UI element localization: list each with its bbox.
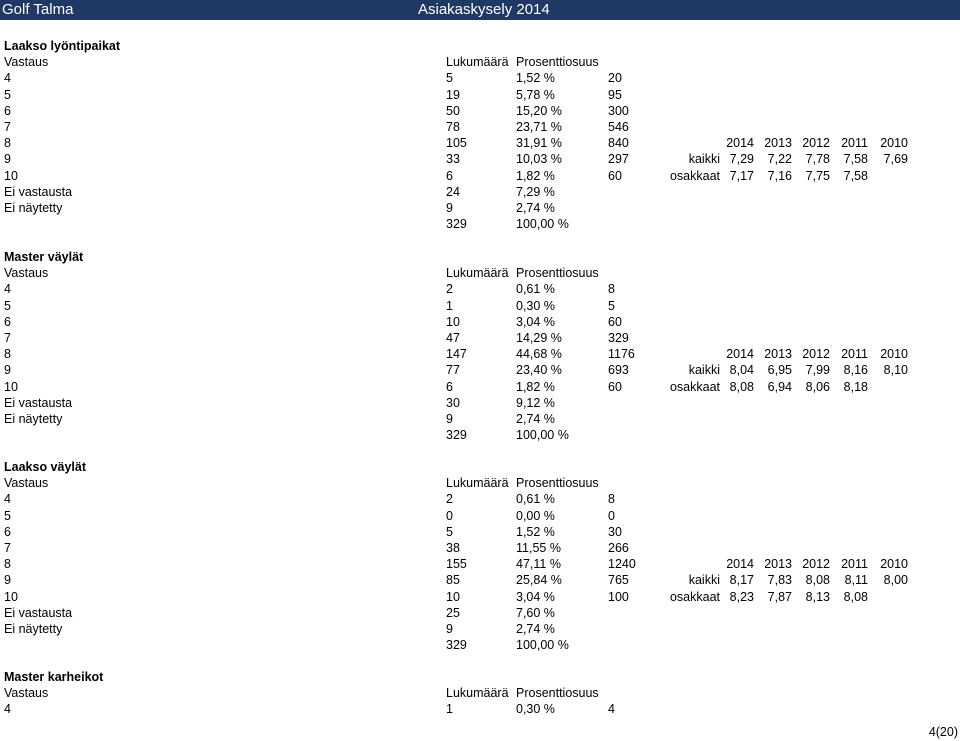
row-weighted: 765: [608, 573, 629, 588]
row-percent: 47,11 %: [516, 557, 561, 572]
avg-value-kaikki: 7,58: [843, 152, 868, 167]
page-number: 4(20): [928, 725, 958, 739]
row-percent: 44,68 %: [516, 347, 562, 362]
section-title: Laakso lyöntipaikat: [4, 39, 121, 53]
col-header-vastaus: Vastaus: [4, 55, 49, 70]
row-percent: 3,04 %: [516, 314, 555, 329]
row-count: 10: [446, 589, 460, 604]
row-count: 77: [446, 363, 460, 378]
row-answer: 8: [4, 347, 11, 362]
row-count: 5: [446, 71, 453, 86]
year-header: 2012: [802, 557, 830, 572]
row-answer: Ei näytetty: [4, 412, 63, 426]
row-percent: 100,00 %: [516, 638, 569, 653]
row-answer: 9: [4, 152, 11, 167]
col-header-prosenttiosuus: Prosenttiosuus: [516, 686, 599, 701]
year-header: 2011: [841, 347, 868, 362]
row-weighted: 60: [608, 168, 622, 183]
avg-value-kaikki: 7,83: [767, 573, 792, 588]
row-weighted: 95: [608, 87, 622, 102]
row-weighted: 30: [608, 524, 622, 539]
avg-value-kaikki: 7,78: [805, 152, 830, 167]
row-percent: 23,71 %: [516, 120, 562, 134]
row-weighted: 300: [608, 103, 629, 118]
row-answer: 9: [4, 363, 11, 378]
row-percent: 25,84 %: [516, 573, 562, 588]
row-count: 78: [446, 120, 460, 134]
avg-value-kaikki: 8,04: [729, 363, 754, 378]
row-count: 329: [446, 217, 467, 232]
row-count: 155: [446, 557, 467, 572]
section-title: Laakso väylät: [4, 460, 86, 474]
row-count: 147: [446, 347, 467, 362]
year-header: 2012: [802, 136, 830, 151]
avg-value-kaikki: 7,29: [729, 152, 754, 167]
avg-value-kaikki: 8,16: [843, 363, 868, 378]
row-weighted: 8: [608, 282, 615, 297]
year-header: 2010: [880, 347, 908, 362]
avg-value-osakkaat: 8,18: [843, 379, 868, 394]
row-count: 38: [446, 541, 460, 555]
row-weighted: 8: [608, 492, 615, 507]
row-percent: 7,29 %: [516, 184, 555, 199]
row-answer: 10: [4, 168, 18, 183]
row-percent: 0,00 %: [516, 508, 555, 523]
avg-label-kaikki: kaikki: [688, 363, 720, 378]
row-count: 30: [446, 395, 460, 410]
row-percent: 0,61 %: [516, 492, 555, 507]
row-answer: 10: [4, 589, 18, 604]
row-answer: 10: [4, 379, 18, 394]
row-weighted: 1240: [608, 557, 636, 572]
row-percent: 9,12 %: [516, 395, 555, 410]
row-answer: 8: [4, 136, 11, 151]
header-club-name: Golf Talma: [2, 1, 74, 18]
row-percent: 23,40 %: [516, 363, 562, 378]
row-answer: 7: [4, 541, 11, 555]
row-count: 24: [446, 184, 460, 199]
row-count: 2: [446, 492, 453, 507]
col-header-lukumaara: Lukumäärä: [446, 55, 509, 70]
row-percent: 100,00 %: [516, 217, 569, 232]
row-count: 0: [446, 508, 453, 523]
row-percent: 14,29 %: [516, 331, 562, 345]
section-title: Master karheikot: [4, 670, 104, 684]
avg-label-kaikki: kaikki: [688, 573, 720, 588]
col-header-prosenttiosuus: Prosenttiosuus: [516, 266, 599, 281]
row-percent: 2,74 %: [516, 201, 555, 215]
avg-value-kaikki: 8,10: [883, 363, 908, 378]
avg-value-osakkaat: 8,06: [805, 379, 830, 394]
row-answer: 7: [4, 331, 11, 345]
row-answer: 5: [4, 508, 11, 523]
avg-value-osakkaat: 7,58: [843, 168, 868, 183]
row-percent: 5,78 %: [516, 87, 555, 102]
avg-value-osakkaat: 7,75: [805, 168, 830, 183]
row-weighted: 266: [608, 541, 629, 555]
year-header: 2014: [726, 136, 754, 151]
row-percent: 3,04 %: [516, 589, 555, 604]
row-percent: 2,74 %: [516, 412, 555, 426]
row-count: 10: [446, 314, 460, 329]
year-header: 2010: [880, 136, 908, 151]
row-answer: 9: [4, 573, 11, 588]
row-count: 105: [446, 136, 467, 151]
col-header-lukumaara: Lukumäärä: [446, 476, 509, 491]
col-header-vastaus: Vastaus: [4, 476, 49, 491]
row-weighted: 100: [608, 589, 629, 604]
avg-value-osakkaat: 7,17: [729, 168, 754, 183]
row-percent: 2,74 %: [516, 622, 555, 636]
row-weighted: 297: [608, 152, 629, 167]
row-answer: 5: [4, 298, 11, 313]
col-header-vastaus: Vastaus: [4, 266, 49, 281]
row-percent: 0,61 %: [516, 282, 555, 297]
page-header: [0, 0, 960, 20]
row-count: 9: [446, 412, 453, 426]
row-count: 2: [446, 282, 453, 297]
year-header: 2012: [802, 347, 830, 362]
avg-label-osakkaat: osakkaat: [669, 589, 720, 604]
row-answer: 6: [4, 314, 11, 329]
row-answer: 4: [4, 702, 11, 717]
avg-value-osakkaat: 7,16: [767, 168, 792, 183]
row-answer: Ei vastausta: [4, 184, 73, 199]
row-count: 1: [446, 298, 453, 313]
row-weighted: 546: [608, 120, 629, 134]
row-count: 6: [446, 379, 453, 394]
row-percent: 15,20 %: [516, 103, 562, 118]
row-count: 9: [446, 622, 453, 636]
year-header: 2013: [764, 136, 792, 151]
row-percent: 31,91 %: [516, 136, 562, 151]
year-header: 2013: [764, 557, 792, 572]
row-count: 5: [446, 524, 453, 539]
col-header-lukumaara: Lukumäärä: [446, 266, 509, 281]
avg-value-osakkaat: 7,87: [767, 589, 792, 604]
row-percent: 1,52 %: [516, 71, 555, 86]
row-percent: 0,30 %: [516, 702, 555, 717]
row-answer: 4: [4, 282, 11, 297]
avg-value-kaikki: 8,11: [844, 573, 868, 588]
row-count: 329: [446, 428, 467, 443]
row-weighted: 60: [608, 379, 622, 394]
avg-value-kaikki: 8,00: [883, 573, 908, 588]
row-weighted: 4: [608, 702, 615, 717]
avg-value-kaikki: 8,08: [805, 573, 830, 588]
year-header: 2014: [726, 557, 754, 572]
row-percent: 100,00 %: [516, 428, 569, 443]
row-count: 33: [446, 152, 460, 167]
row-count: 25: [446, 605, 460, 620]
avg-value-osakkaat: 8,13: [805, 589, 830, 604]
row-answer: Ei vastausta: [4, 605, 73, 620]
row-count: 1: [446, 702, 453, 717]
avg-value-osakkaat: 8,08: [843, 589, 868, 604]
row-answer: 4: [4, 71, 11, 86]
row-weighted: 5: [608, 298, 615, 313]
row-percent: 1,52 %: [516, 524, 555, 539]
row-count: 47: [446, 331, 460, 345]
avg-label-kaikki: kaikki: [688, 152, 720, 167]
row-answer: 4: [4, 492, 11, 507]
avg-value-kaikki: 7,99: [805, 363, 830, 378]
row-weighted: 60: [608, 314, 622, 329]
row-weighted: 840: [608, 136, 629, 151]
row-weighted: 329: [608, 331, 629, 345]
row-weighted: 693: [608, 363, 629, 378]
year-header: 2014: [726, 347, 754, 362]
row-answer: 8: [4, 557, 11, 572]
row-answer: 5: [4, 87, 11, 102]
avg-value-osakkaat: 8,08: [729, 379, 754, 394]
avg-value-osakkaat: 6,94: [767, 379, 792, 394]
row-percent: 7,60 %: [516, 605, 555, 620]
row-percent: 10,03 %: [516, 152, 562, 167]
col-header-prosenttiosuus: Prosenttiosuus: [516, 476, 599, 491]
row-answer: Ei vastausta: [4, 395, 73, 410]
row-count: 329: [446, 638, 467, 653]
row-count: 50: [446, 103, 460, 118]
year-header: 2011: [841, 557, 868, 572]
col-header-vastaus: Vastaus: [4, 686, 49, 701]
avg-value-kaikki: 7,22: [767, 152, 792, 167]
avg-value-kaikki: 8,17: [729, 573, 754, 588]
row-count: 6: [446, 168, 453, 183]
row-answer: Ei näytetty: [4, 622, 63, 636]
row-percent: 0,30 %: [516, 298, 555, 313]
row-weighted: 1176: [608, 347, 635, 362]
year-header: 2010: [880, 557, 908, 572]
row-percent: 1,82 %: [516, 379, 555, 394]
row-count: 9: [446, 201, 453, 215]
row-count: 19: [446, 87, 460, 102]
col-header-lukumaara: Lukumäärä: [446, 686, 509, 701]
avg-value-kaikki: 6,95: [767, 363, 792, 378]
avg-value-osakkaat: 8,23: [729, 589, 754, 604]
row-answer: 6: [4, 524, 11, 539]
row-percent: 11,55 %: [516, 541, 561, 555]
row-answer: 7: [4, 120, 11, 134]
row-count: 85: [446, 573, 460, 588]
avg-label-osakkaat: osakkaat: [669, 168, 720, 183]
row-answer: Ei näytetty: [4, 201, 63, 215]
year-header: 2013: [764, 347, 792, 362]
row-weighted: 20: [608, 71, 622, 86]
row-answer: 6: [4, 103, 11, 118]
section-title: Master väylät: [4, 250, 84, 264]
year-header: 2011: [841, 136, 868, 151]
row-weighted: 0: [608, 508, 615, 523]
avg-value-kaikki: 7,69: [883, 152, 908, 167]
header-report-title: Asiakaskysely 2014: [418, 1, 550, 18]
avg-label-osakkaat: osakkaat: [669, 379, 720, 394]
row-percent: 1,82 %: [516, 168, 555, 183]
col-header-prosenttiosuus: Prosenttiosuus: [516, 55, 599, 70]
